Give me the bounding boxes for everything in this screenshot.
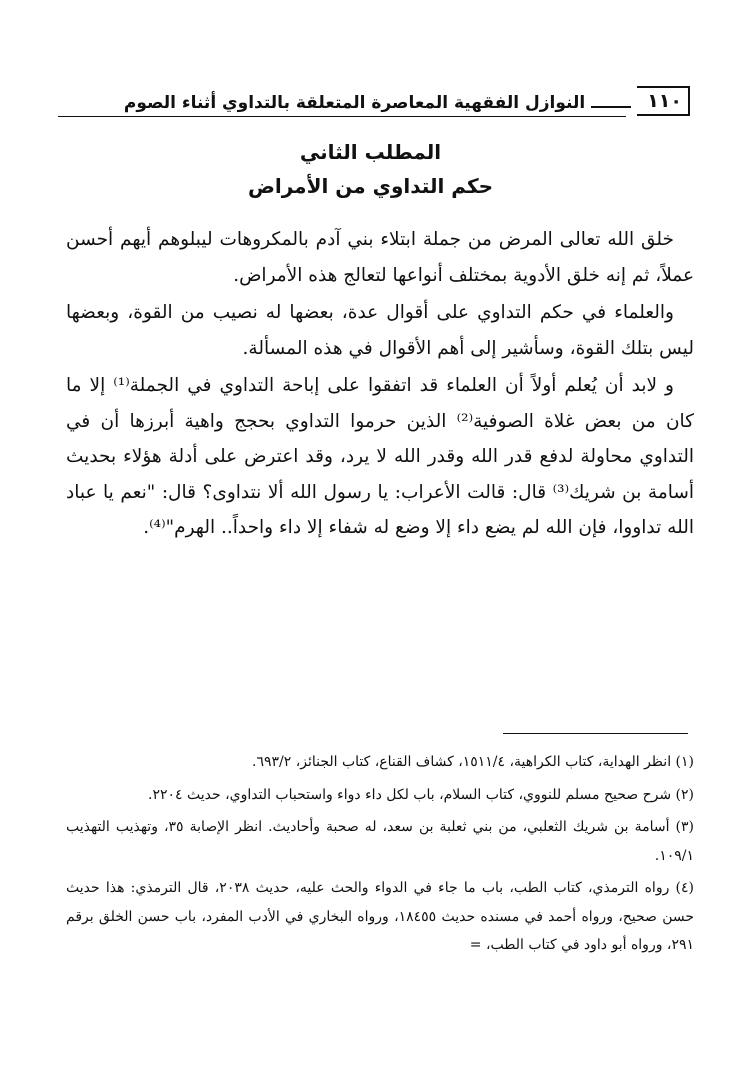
running-header (58, 82, 690, 116)
running-title: النوازل الفقهية المعاصرة المتعلقة بالتداوي أثناء الصوم (123, 93, 586, 113)
page-number: ١١٠ (637, 86, 690, 116)
header-underline (58, 116, 626, 117)
footnote: (١) انظر الهداية، كتاب الكراهية، ١٥١١/٤، كشاف القناع، كتاب الجنائز، ٦٩٣/٢. (252, 754, 694, 770)
body-text (66, 222, 694, 548)
footnote: (٣) أسامة بن شريك الثعلبي، من بني ثعلبة بن سعد، له صحبة وأحاديث. انظر الإصابة ٣٥، وتهذيب التهذيب ١٠٩/١. (66, 819, 694, 864)
footnote: (٢) شرح صحيح مسلم للنووي، كتاب السلام، باب لكل داء دواء واستحباب التداوي، حديث ٢٢٠٤. (148, 786, 694, 803)
paragraph: خلق الله تعالى المرض من جملة ابتلاء بني آدم بالمكروهات ليبلوهم أيهم أحسن عملاً، ثم إنه خلق الأدوية بمختلف أنواعها لتعالج هذه الأمراض. (66, 229, 694, 286)
section-subtitle: حكم التداوي من الأمراض (247, 174, 494, 198)
footnotes (66, 748, 694, 964)
paragraph: و لابد أن يُعلم أولاً أن العلماء قد اتفقوا على إباحة التداوي في الجملة⁽¹⁾ إلا ما كان من بعض غلاة الصوفية⁽²⁾ الذين حرموا التداوي بحجج واهية أبرزها أن في التداوي محاولة لدفع قدر الله وقدر الله لا يرد، وقد اعترض على أدلة هؤلاء بحديث أسامة بن شريك⁽³⁾ قال: قالت الأعراب: يا رسول الله ألا نتداوى؟ قال: "نعم يا عباد الله تداووا، فإن الله لم يضع داء إلا وضع له شفاء إلا داء واحداً.. الهرم"⁽⁴⁾. (66, 375, 695, 538)
footnote: (٤) رواه الترمذي، كتاب الطب، باب ما جاء في الدواء والحث عليه، حديث ٢٠٣٨، قال الترمذي: هذا حديث حسن صحيح، ورواه أحمد في مسنده حديث ١٨٤٥٥، ورواه البخاري في الأدب المفرد، باب حسن الخلق برقم ٢٩١، ورواه أبو داود في كتاب الطب، = (66, 880, 694, 953)
header-rule (591, 106, 631, 108)
paragraph: والعلماء في حكم التداوي على أقوال عدة، بعضها له نصيب من القوة، وبعضها ليس بتلك القوة، وسأشير إلى أهم الأقوال في هذه المسألة. (66, 302, 694, 359)
footnote-separator (503, 733, 688, 734)
section-title: المطلب الثاني (299, 140, 442, 164)
